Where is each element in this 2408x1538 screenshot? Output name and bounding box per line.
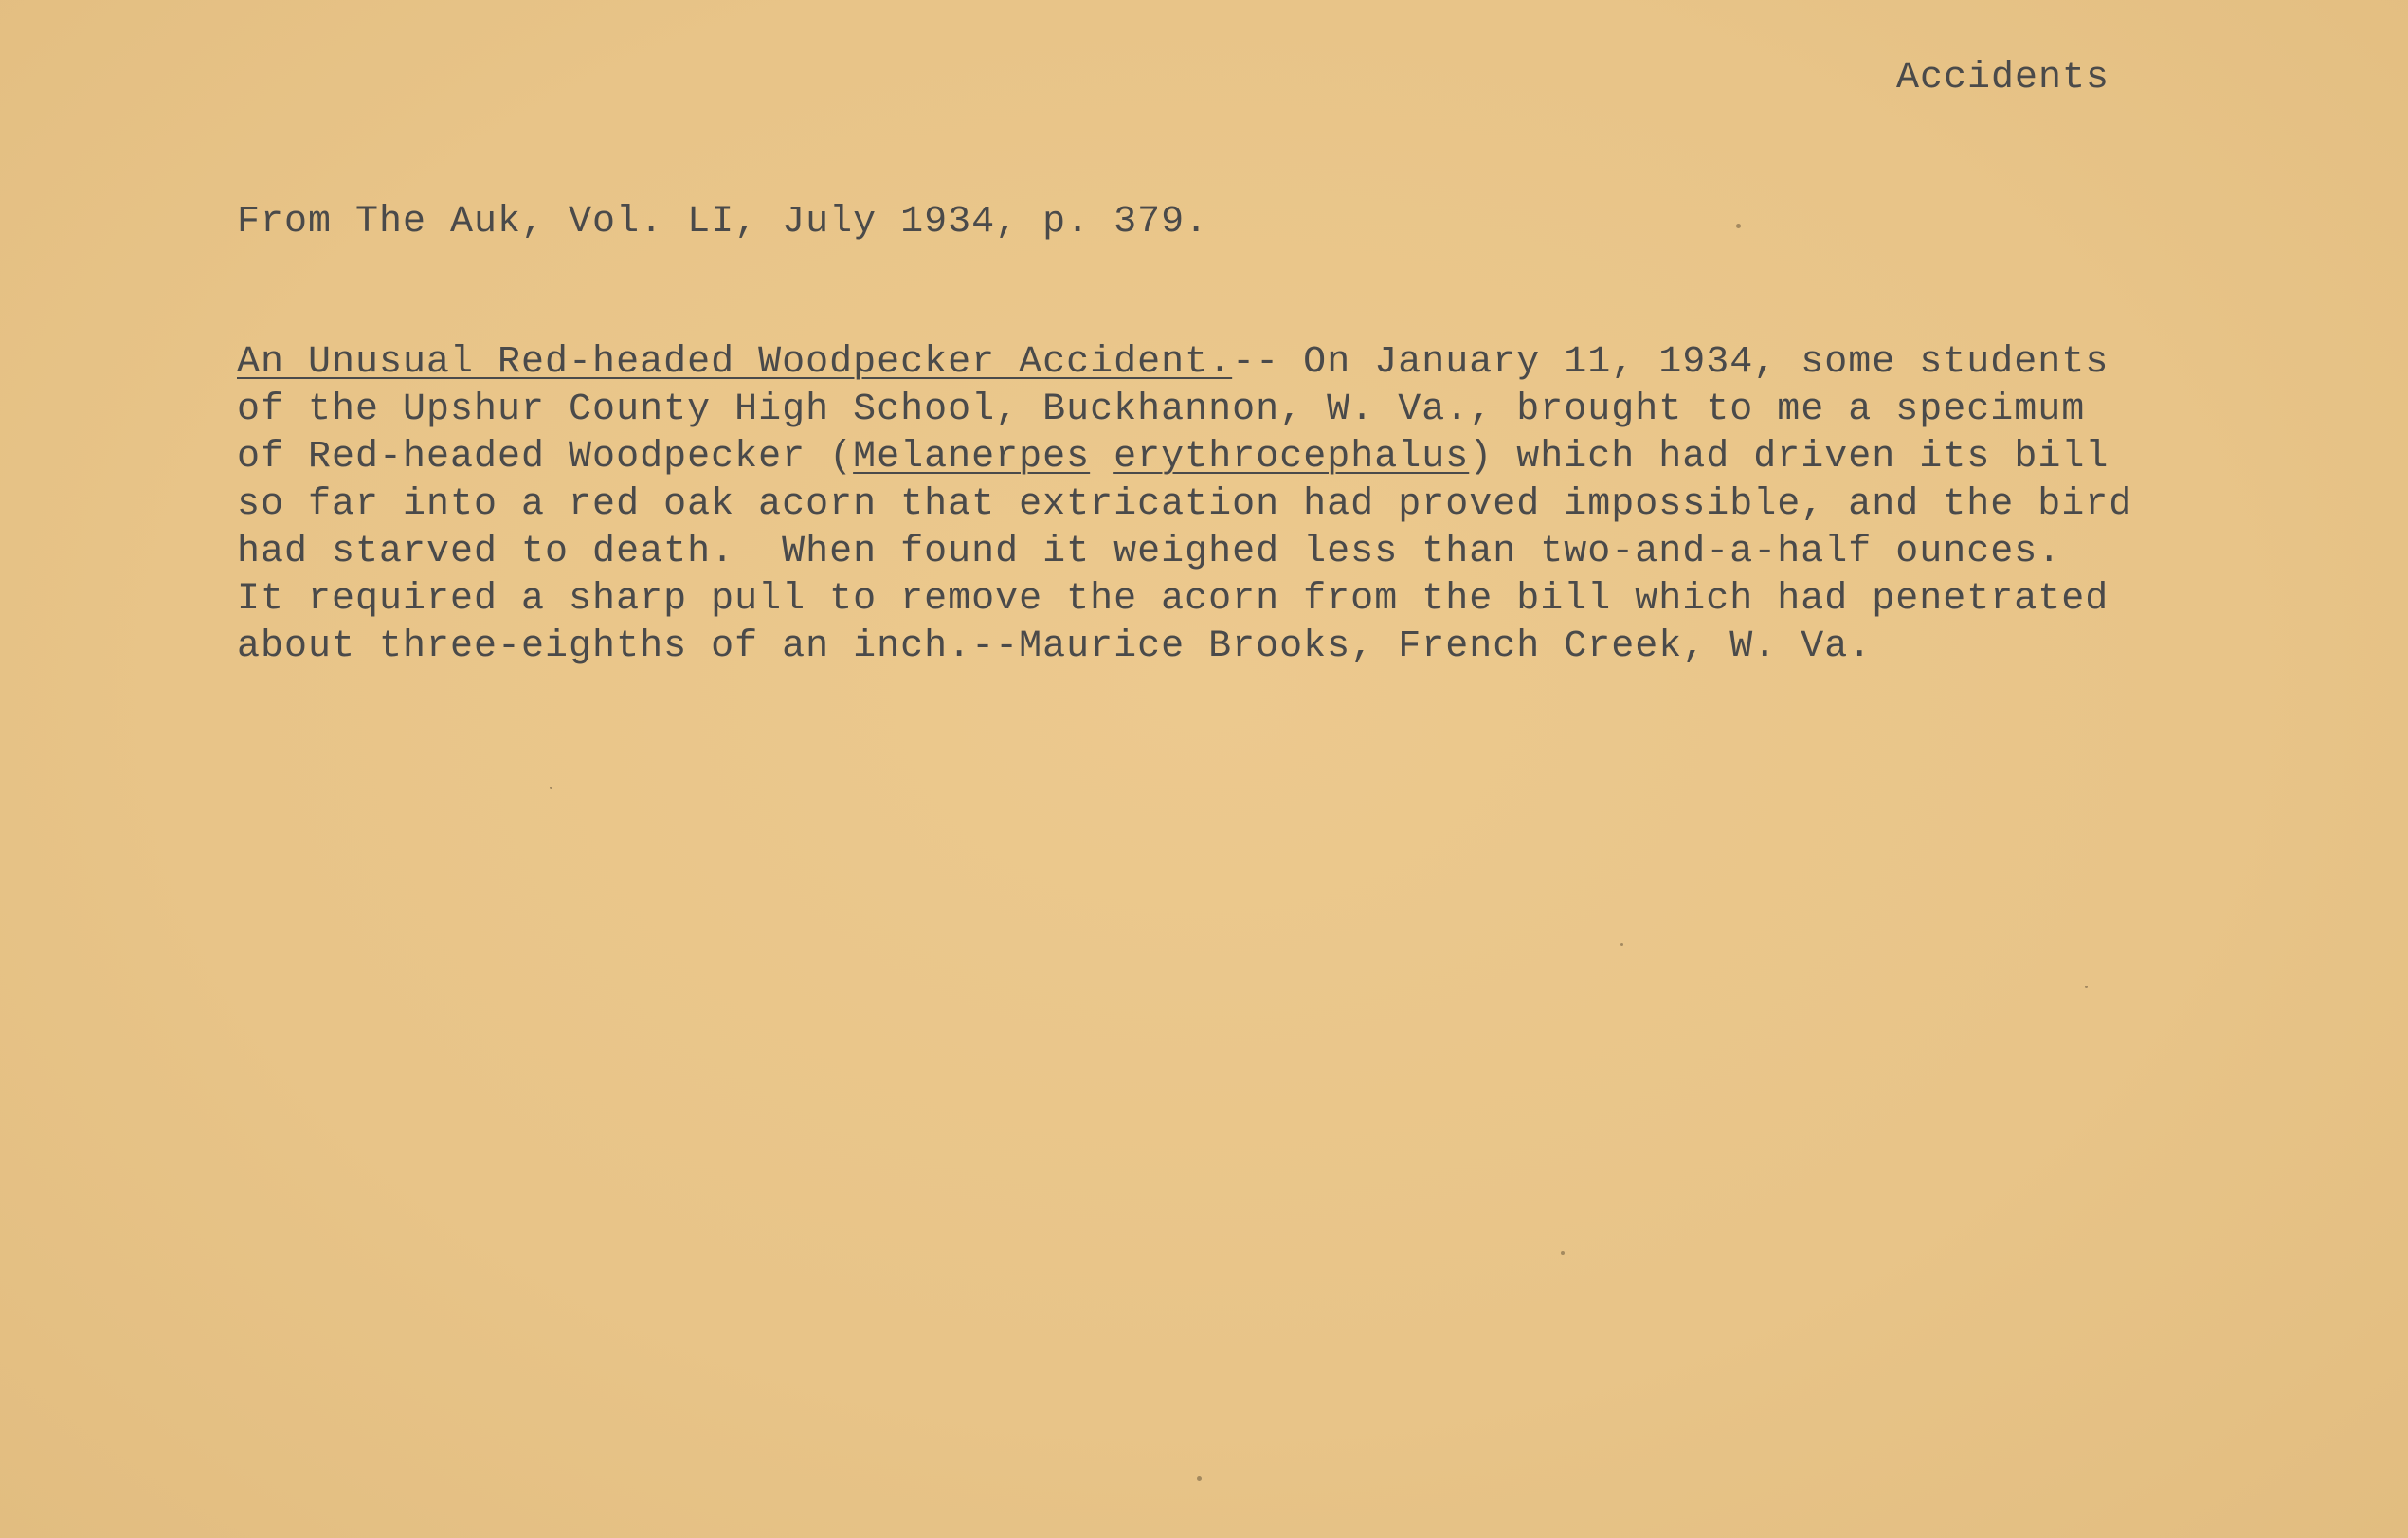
- article-line-3: [237, 434, 2180, 481]
- article-title: An Unusual Red-headed Woodpecker Accident.: [237, 341, 1233, 384]
- article-line-1-rest: -- On January 11, 1934, some students: [1232, 341, 2109, 384]
- article-line-4: so far into a red oak acorn that extrication had proved impossible, and the bird: [237, 483, 2133, 526]
- paper-speck: [1561, 1251, 1565, 1255]
- scientific-name-genus: Melanerpes: [853, 436, 1091, 479]
- article-line-5: had starved to death. When found it weighed less than two-and-a-half ounces.: [237, 531, 2062, 573]
- paper-speck: [550, 787, 552, 789]
- paper-speck: [1197, 1476, 1202, 1481]
- article-line-6: It required a sharp pull to remove the acorn from the bill which had penetrated: [237, 578, 2109, 621]
- article-line-2: of the Upshur County High School, Buckhannon, W. Va., brought to me a specimum: [237, 389, 2086, 431]
- paper-speck: [1620, 943, 1623, 946]
- article-line-7: about three-eighths of an inch.--Maurice Brooks, French Creek, W. Va.: [237, 625, 1873, 668]
- source-citation: From The Auk, Vol. LI, July 1934, p. 379.: [237, 201, 1209, 244]
- article-line-1: [237, 339, 2180, 387]
- article-text: [237, 339, 2180, 671]
- paper-speck: [1736, 224, 1741, 228]
- article-line-3-post: ) which had driven its bill: [1469, 436, 2109, 479]
- category-label: Accidents: [1895, 57, 2109, 100]
- paper-speck: [2085, 986, 2088, 988]
- article-line-3-pre: of Red-headed Woodpecker (: [237, 436, 854, 479]
- scientific-name-species: erythrocephalus: [1113, 436, 1470, 479]
